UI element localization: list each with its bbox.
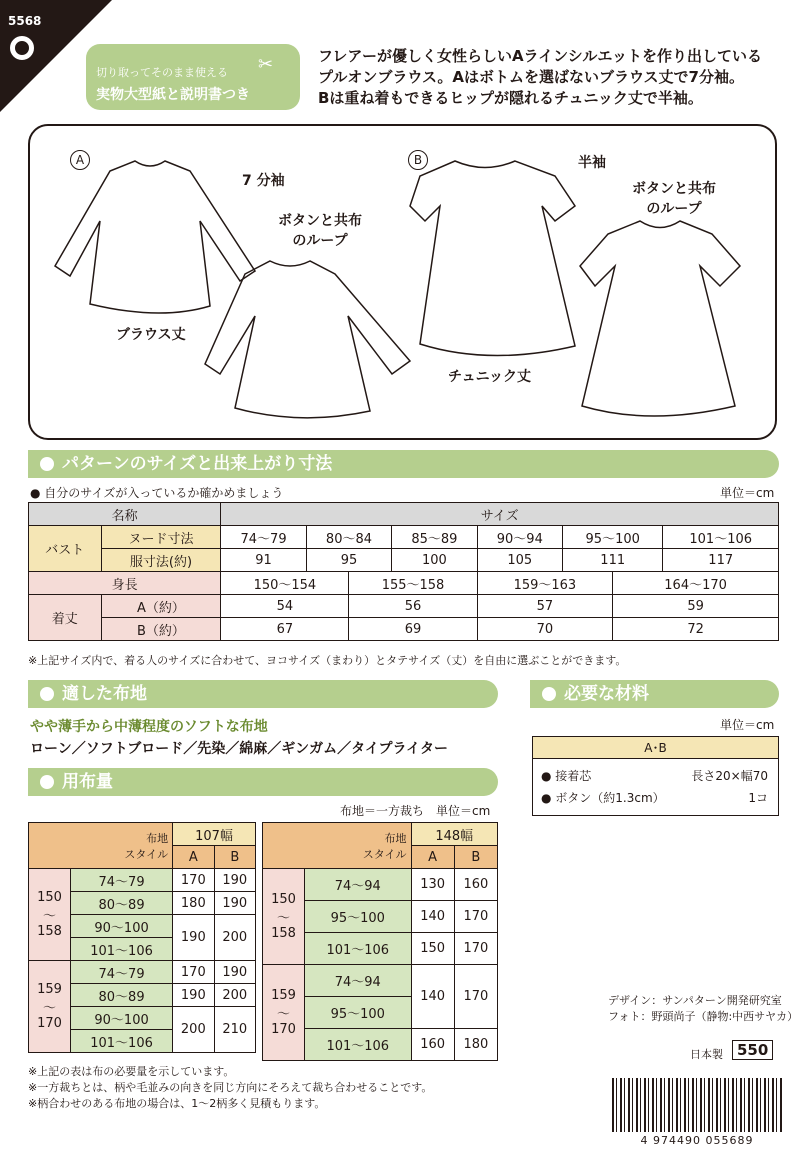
label-sleeve7: 7 分袖 [242, 173, 285, 189]
materials-unit: 単位＝cm [720, 718, 775, 732]
label-button-loop-a: ボタンと共布 のループ [278, 213, 362, 249]
made-in: 日本製 [690, 1048, 723, 1061]
price: 550 [732, 1040, 773, 1060]
materials-title: 必要な材料 [530, 680, 779, 708]
photo-credit: フォト：野頭尚子（静物:中西サヤカ） [608, 1010, 799, 1023]
size-footnote: ※上記サイズ内で、着る人のサイズに合わせて、ヨコサイズ（まわり）とタテサイズ（丈）を自由に選ぶことができます。 [28, 654, 627, 667]
label-a: A [70, 150, 90, 170]
size-unit: 単位＝cm [720, 486, 775, 500]
size-note: ● 自分のサイズが入っているか確かめましょう [30, 486, 284, 500]
scissors-icon: ✂ [258, 54, 274, 75]
label-tunic: チュニック丈 [448, 369, 532, 385]
size-section-title: パターンのサイズと出来上がり寸法 [28, 450, 779, 478]
badge-line2: 実物大型紙と説明書つき [96, 87, 250, 103]
yardage-table-107: 布地 スタイル 107幅 A B 150 〜 158 74〜79 170 190 80〜89 180 190 90〜100 190 200 101〜106 159 〜 170 74〜79 170 190 80〜89 190 200 90〜100 200 210 101〜106 [28, 822, 256, 1053]
label-blouse: ブラウス丈 [116, 327, 186, 343]
fabric-list: ローン／ソフトブロード／先染／綿麻／ギンガム／タイプライター [30, 741, 449, 757]
intro-text: フレアーが優しく女性らしいAラインシルエットを作り出している プルオンブラウス。Aはボトムを選ばないブラウス丈で7分袖。 Bは重ね着もできるヒップが隠れるチュニック丈で半袖。 [318, 47, 763, 107]
yardage-note: 布地＝一方裁ち 単位＝cm [340, 804, 491, 818]
yardage-title: 用布量 [28, 768, 498, 796]
barcode [612, 1078, 782, 1132]
garment-drawings [30, 126, 775, 438]
label-button-loop-b: ボタンと共布 のループ [632, 181, 716, 217]
fabric-sub: やや薄手から中薄程度のソフトな布地 [30, 719, 268, 735]
yardage-footnotes: ※上記の表は布の必要量を示しています。 ※一方裁ちとは、柄や毛並みの向きを同じ方向にそろえて裁ち合わせることです。 ※柄合わせのある布地の場合は、1〜2柄多く見積もります。 [28, 1065, 433, 1110]
size-table: 名称 サイズ バスト ヌード寸法 74〜79 80〜84 85〜89 90〜94 95〜100 101〜106 服寸法(約) 91 95 100 105 111 117 身長 150〜154 155〜158 159〜163 164〜170 着丈 A（約） 54 56 57 59 B（約） 67 69 70 72 [28, 502, 779, 641]
yardage-table-148: 布地 スタイル 148幅 A B 150 〜 158 74〜94 130 160 95〜100 140 170 101〜106 150 170 159 〜 170 74〜94 140 170 95〜100 101〜106 160 180 [262, 822, 498, 1061]
label-b: B [408, 150, 428, 170]
fabric-title: 適した布地 [28, 680, 498, 708]
illustration-panel [28, 124, 777, 440]
badge-line1: 切り取ってそのまま使える [96, 66, 228, 79]
pattern-code: 5568 [8, 14, 42, 28]
logo-icon [10, 36, 34, 60]
label-half-sleeve: 半袖 [578, 155, 606, 171]
materials-box: A･B ● 接着芯 長さ20×幅70 ● ボタン（約1.3cm） 1コ [532, 736, 779, 816]
barcode-number: 4 974490 055689 [612, 1134, 782, 1147]
design-credit: デザイン：サンパターン開発研究室 [608, 994, 782, 1007]
